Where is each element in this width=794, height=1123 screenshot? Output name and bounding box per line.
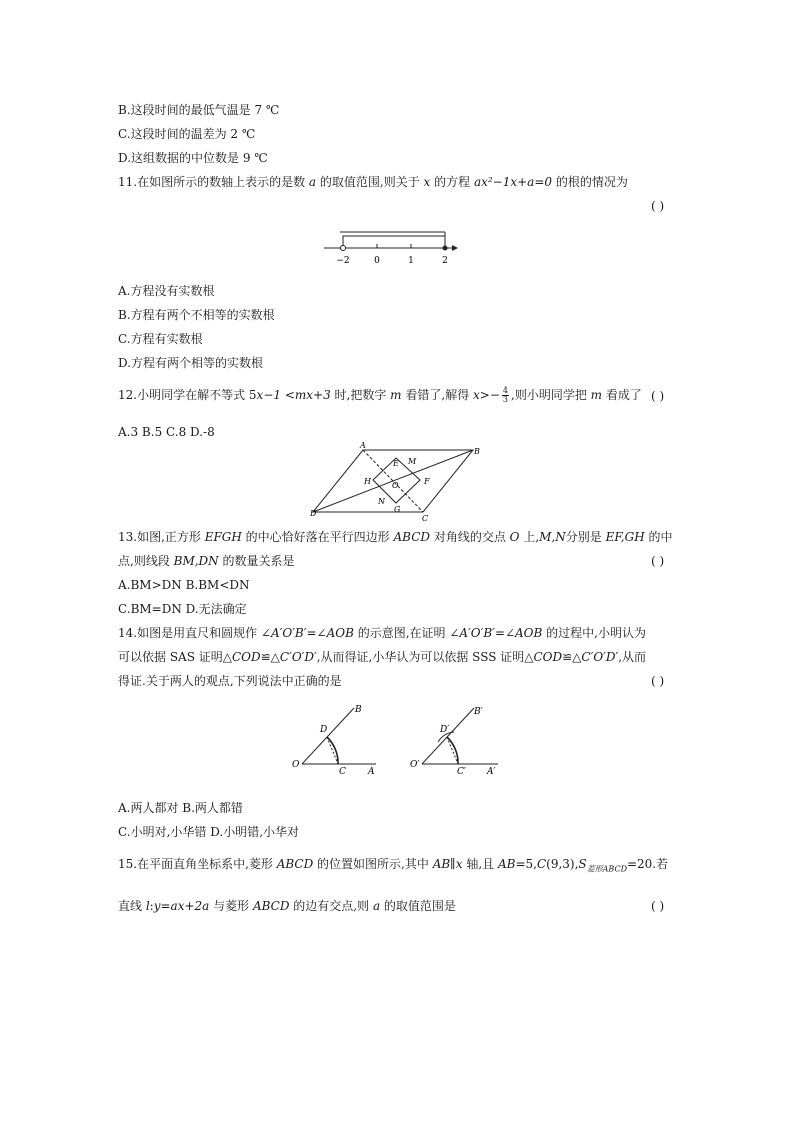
q14-angle-figure-right (406, 700, 506, 780)
axis-tick-label: 1 (408, 256, 414, 266)
point-label: D (320, 725, 328, 735)
axis-tick-label: 0 (374, 256, 380, 266)
q13-stem-line2: 点,则线段 BM,DN 的数量关系是 (118, 554, 295, 568)
point-label: A′ (487, 767, 496, 777)
q10-option-d: D.这组数据的中位数是 9 ℃ (118, 151, 268, 165)
q14-angle-figure-left (288, 700, 388, 780)
q14-stem-line1: 14.如图是用直尺和圆规作 ∠A′O′B′=∠AOB 的示意图,在证明 ∠A′O′B′=∠AOB 的过程中,小明认为 (118, 626, 646, 640)
q11-option-a: A.方程没有实数根 (118, 284, 215, 298)
axis-tick-label: 2 (442, 256, 448, 266)
point-label: N (378, 497, 385, 506)
q14-options-ab: A.两人都对 B.两人都错 (118, 801, 243, 815)
point-label: A (360, 441, 366, 450)
point-label: M (408, 457, 417, 466)
point-label: C′ (457, 767, 466, 777)
q13-parallelogram-figure (308, 440, 488, 526)
point-label: H (364, 477, 371, 486)
point-label: G (394, 505, 401, 514)
q15-stem-line1: 15.在平面直角坐标系中,菱形 ABCD 的位置如图所示,其中 AB∥x 轴,且 $AB=5,C(9,3),S_{菱形ABCD}=20$.若 (118, 857, 669, 874)
point-label: B (355, 705, 362, 715)
q10-option-b: B.这段时间的最低气温是 7 ℃ (118, 103, 280, 117)
q13-options-ab: A.BM>DN B.BM<DN (118, 578, 250, 592)
q11-number-line (320, 228, 460, 270)
point-label: D′ (440, 725, 450, 735)
q14-options-cd: C.小明对,小华错 D.小明错,小华对 (118, 825, 300, 839)
q11-option-b: B.方程有两个不相等的实数根 (118, 308, 275, 322)
point-label: C (339, 767, 346, 777)
q11-option-c: C.方程有实数根 (118, 332, 203, 346)
point-label: F (424, 477, 430, 486)
q13-options-cd: C.BM=DN D.无法确定 (118, 602, 247, 616)
q11-option-d: D.方程有两个相等的实数根 (118, 356, 264, 370)
q14-stem-line2: 可以依据 SAS 证明△COD≌△C′O′D′,从而得证,小华认为可以依据 SSS 证明△COD≌△C′O′D′,从而 (118, 650, 647, 664)
q13-stem-line1: 13.如图,正方形 EFGH 的中心恰好落在平行四边形 ABCD 对角线的交点 O 上,M,N分别是 EF,GH 的中 (118, 530, 673, 544)
q11-stem: 11.在如图所示的数轴上表示的是数 a 的取值范围,则关于 x 的方程 ax²−1x+a=0 的根的情况为 (118, 175, 628, 189)
point-label: C (422, 514, 429, 523)
point-label: D (310, 509, 317, 518)
q11-answer-bracket: ( ) (651, 199, 665, 213)
q13-answer-bracket: ( ) (651, 554, 665, 568)
q15-stem-line2: 直线 l:y=ax+2a 与菱形 ABCD 的边有交点,则 a 的取值范围是 (118, 899, 456, 913)
q11-equation: ax²−1x+a=0 (473, 175, 553, 189)
q12-answer-bracket: ( ) (651, 389, 665, 403)
point-label: B (474, 447, 480, 456)
point-label: B′ (474, 707, 483, 717)
point-label: O′ (410, 760, 420, 770)
q12-options: A.3 B.5 C.8 D.-8 (118, 425, 215, 439)
q12-stem: 12.小明同学在解不等式 5x−1 <mx+3 时,把数字 m 看错了,解得 x>− $\frac{4}{3}$ ,则小明同学把 m 看成了 (118, 386, 642, 404)
q15-answer-bracket: ( ) (651, 899, 665, 913)
point-label: O (292, 760, 300, 770)
point-label: A (368, 767, 375, 777)
q14-answer-bracket: ( ) (651, 674, 665, 688)
q14-stem-line3: 得证.关于两人的观点,下列说法中正确的是 (118, 674, 342, 688)
point-label: O (392, 481, 399, 490)
q10-option-c: C.这段时间的温差为 2 ℃ (118, 127, 256, 141)
axis-tick-label: −2 (336, 256, 350, 266)
fraction: $\frac{4}{3}$ (502, 386, 508, 404)
point-label: E (393, 459, 399, 468)
